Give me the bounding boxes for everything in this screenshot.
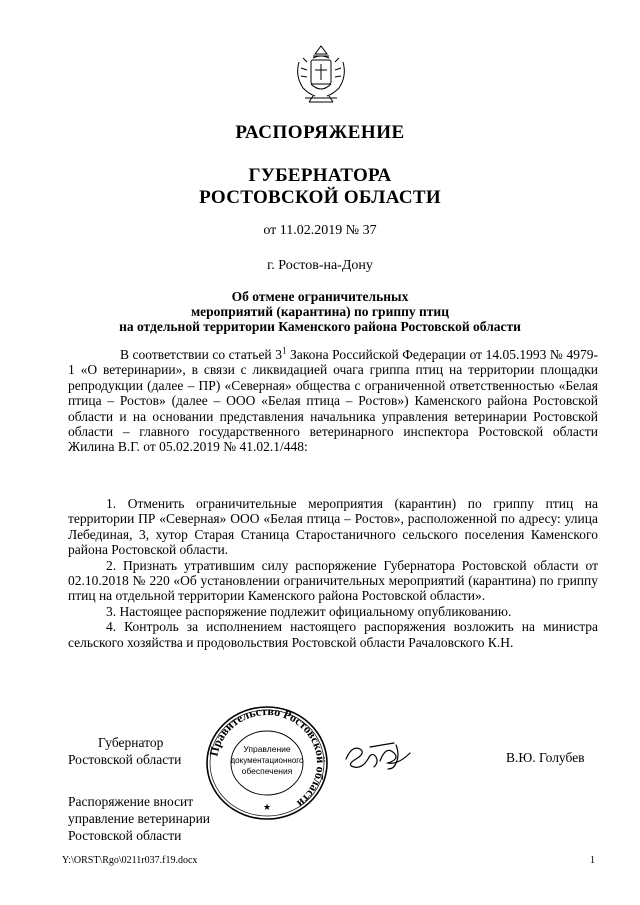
- preamble-superscript: 1: [281, 345, 287, 356]
- resolution-items: [68, 496, 598, 650]
- signatory-position-line1: Губернатор: [98, 735, 164, 750]
- subject-line1: Об отмене ограничительных: [231, 289, 409, 304]
- signatory-position-line2: Ростовской области: [68, 752, 182, 767]
- issuer-title-line2: РОСТОВСКОЙ ОБЛАСТИ: [199, 187, 441, 208]
- preamble-part1: В соответствии со статьей 3: [120, 347, 282, 362]
- stamp-center-line3: обеспечения: [241, 766, 293, 776]
- signatory-position: [68, 734, 181, 768]
- resolution-item-3: 3. Настоящее распоряжение подлежит официальному опубликованию.: [106, 603, 512, 619]
- official-stamp: [204, 704, 330, 822]
- submitter-note-line1: Распоряжение вносит: [68, 794, 194, 809]
- subject-line3: на отдельной территории Каменского района Ростовской области: [119, 319, 521, 334]
- stamp-ring-text: Правительство Ростовской области: [206, 704, 329, 811]
- stamp-center-line1: Управление: [243, 744, 291, 754]
- document-date-number: от 11.02.2019 № 37: [263, 223, 377, 238]
- preamble-paragraph: [68, 347, 598, 455]
- submitter-note-line3: Ростовской области: [68, 828, 182, 843]
- handwritten-signature: [340, 737, 420, 773]
- footer-page-number: 1: [590, 855, 595, 866]
- signatory-name: В.Ю. Голубев: [506, 750, 585, 765]
- preamble-part2: Закона Российской Федерации от 14.05.1993 № 4979-1 «О ветеринарии», в связи с ликвидацией очага гриппа птиц на территории площадки репродукции (далее – ПР) «Северная» общества с ограниченной ответственностью «Белая птица – Ростов» (далее – ООО «Белая птица – Ростов») Каменского района Ростовской области и на основании представления начальника управления ветеринарии Ростовской области – главного государственного ветеринарного инспектора Ростовской области Жилина В.Г. от 05.02.2019 № 41.02.1/448:: [68, 347, 599, 455]
- submitter-note: [68, 793, 210, 844]
- stamp-star-icon: ★: [262, 803, 272, 813]
- subject-line2: мероприятий (карантина) по гриппу птиц: [190, 304, 449, 319]
- submitter-note-line2: управление ветеринарии: [68, 811, 211, 826]
- stamp-center-line2: документационного: [230, 756, 304, 765]
- footer-file-path: Y:\ORST\Rgo\0211r037.f19.docx: [62, 855, 198, 866]
- resolution-item-2: 2. Признать утратившим силу распоряжение Губернатора Ростовской области от 02.10.2018 № 220 «Об установлении ограничительных мероприятий (карантина) по гриппу птиц на отдельной территории Каменского района Ростовской области».: [68, 557, 598, 604]
- document-type-title: РАСПОРЯЖЕНИЕ: [235, 122, 405, 143]
- document-city: г. Ростов-на-Дону: [267, 258, 373, 273]
- resolution-item-1: 1. Отменить ограничительные мероприятия (карантин) по гриппу птиц на территории ПР «Северная» ООО «Белая птица – Ростов», расположенной по адресу: улица Лебединая, 3, хутор Старая Станица Старостаничного сельского поселения Каменского района Ростовской области.: [68, 496, 598, 558]
- resolution-item-4: 4. Контроль за исполнением настоящего распоряжения возложить на министра сельского хозяйства и продовольствия Ростовской области Рачаловского К.Н.: [68, 619, 598, 650]
- coat-of-arms-emblem: [293, 40, 349, 106]
- issuer-title-line1: ГУБЕРНАТОРА: [248, 165, 392, 186]
